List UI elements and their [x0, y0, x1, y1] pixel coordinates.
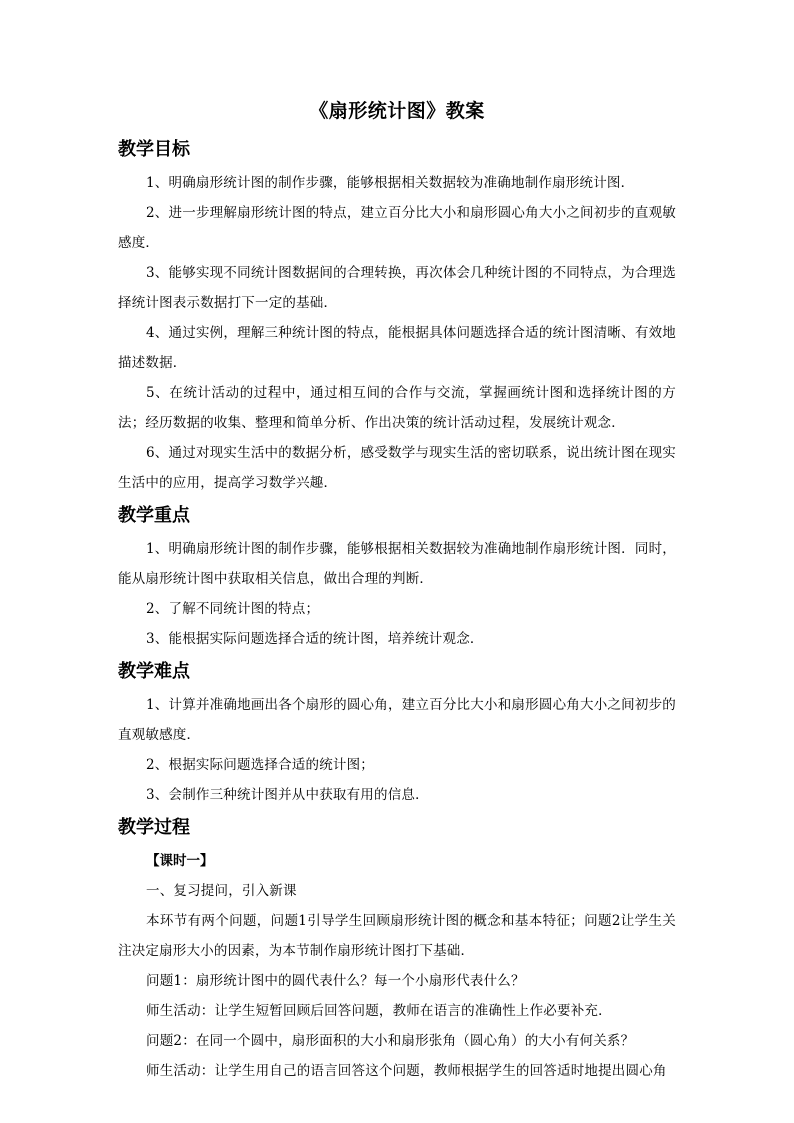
section-heading-key-points: 教学重点 [118, 505, 190, 526]
key-point-item: 2、了解不同统计图的特点； [146, 601, 320, 617]
objective-item: 2、进一步理解扇形统计图的特点，建立百分比大小和扇形圆心角大小之间初步的直观敏感度． [118, 205, 676, 251]
difficulty-item: 3、会制作三种统计图并从中获取有用的信息． [146, 787, 429, 803]
section-heading-process: 教学过程 [118, 817, 190, 838]
difficulty-item: 2、根据实际问题选择合适的统计图； [146, 757, 374, 773]
section-heading-difficulties: 教学难点 [118, 661, 190, 682]
process-item: 一、复习提问，引入新课 [146, 883, 297, 899]
section-objectives [118, 138, 676, 498]
difficulty-item: 1、计算并准确地画出各个扇形的圆心角，建立百分比大小和扇形圆心角大小之间初步的直观敏感度． [118, 697, 676, 743]
section-difficulties [118, 660, 676, 810]
key-point-item: 3、能根据实际问题选择合适的统计图，培养统计观念． [146, 631, 484, 647]
objective-item: 3、能够实现不同统计图数据间的合理转换，再次体会几种统计图的不同特点，为合理选择统计图表示数据打下一定的基础． [118, 265, 676, 311]
section-heading-objectives: 教学目标 [118, 139, 190, 160]
lesson-label: 【课时一】 [146, 853, 214, 869]
document-body [118, 138, 676, 1092]
process-item: 师生活动：让学生用自己的语言回答这个问题，教师根据学生的回答适时地提出圆心角 [146, 1063, 667, 1079]
section-key-points [118, 504, 676, 654]
section-process [118, 816, 676, 1086]
process-item: 问题1：扇形统计图中的圆代表什么？每一个小扇形代表什么？ [146, 973, 525, 989]
process-item: 师生活动：让学生短暂回顾后回答问题，教师在语言的准确性上作必要补充． [146, 1003, 612, 1019]
objective-item: 1、明确扇形统计图的制作步骤，能够根据相关数据较为准确地制作扇形统计图． [146, 175, 635, 191]
document-title: 《扇形统计图》教案 [309, 100, 485, 122]
objective-item: 5、在统计活动的过程中，通过相互间的合作与交流，掌握画统计图和选择统计图的方法；经历数据的收集、整理和简单分析、作出决策的统计活动过程，发展统计观念． [118, 385, 676, 431]
process-item: 问题2：在同一个圆中，扇形面积的大小和扇形张角（圆心角）的大小有何关系？ [146, 1033, 635, 1049]
key-point-item: 1、明确扇形统计图的制作步骤，能够根据相关数据较为准确地制作扇形统计图．同时，能从扇形统计图中获取相关信息，做出合理的判断． [118, 541, 676, 587]
objective-item: 6、通过对现实生活中的数据分析，感受数学与现实生活的密切联系，说出统计图在现实生活中的应用，提高学习数学兴趣． [118, 445, 676, 491]
process-item: 本环节有两个问题，问题1引导学生回顾扇形统计图的概念和基本特征；问题2让学生关注决定扇形大小的因素，为本节制作扇形统计图打下基础． [118, 913, 676, 959]
objective-item: 4、通过实例，理解三种统计图的特点，能根据具体问题选择合适的统计图清晰、有效地描述数据． [118, 325, 676, 371]
